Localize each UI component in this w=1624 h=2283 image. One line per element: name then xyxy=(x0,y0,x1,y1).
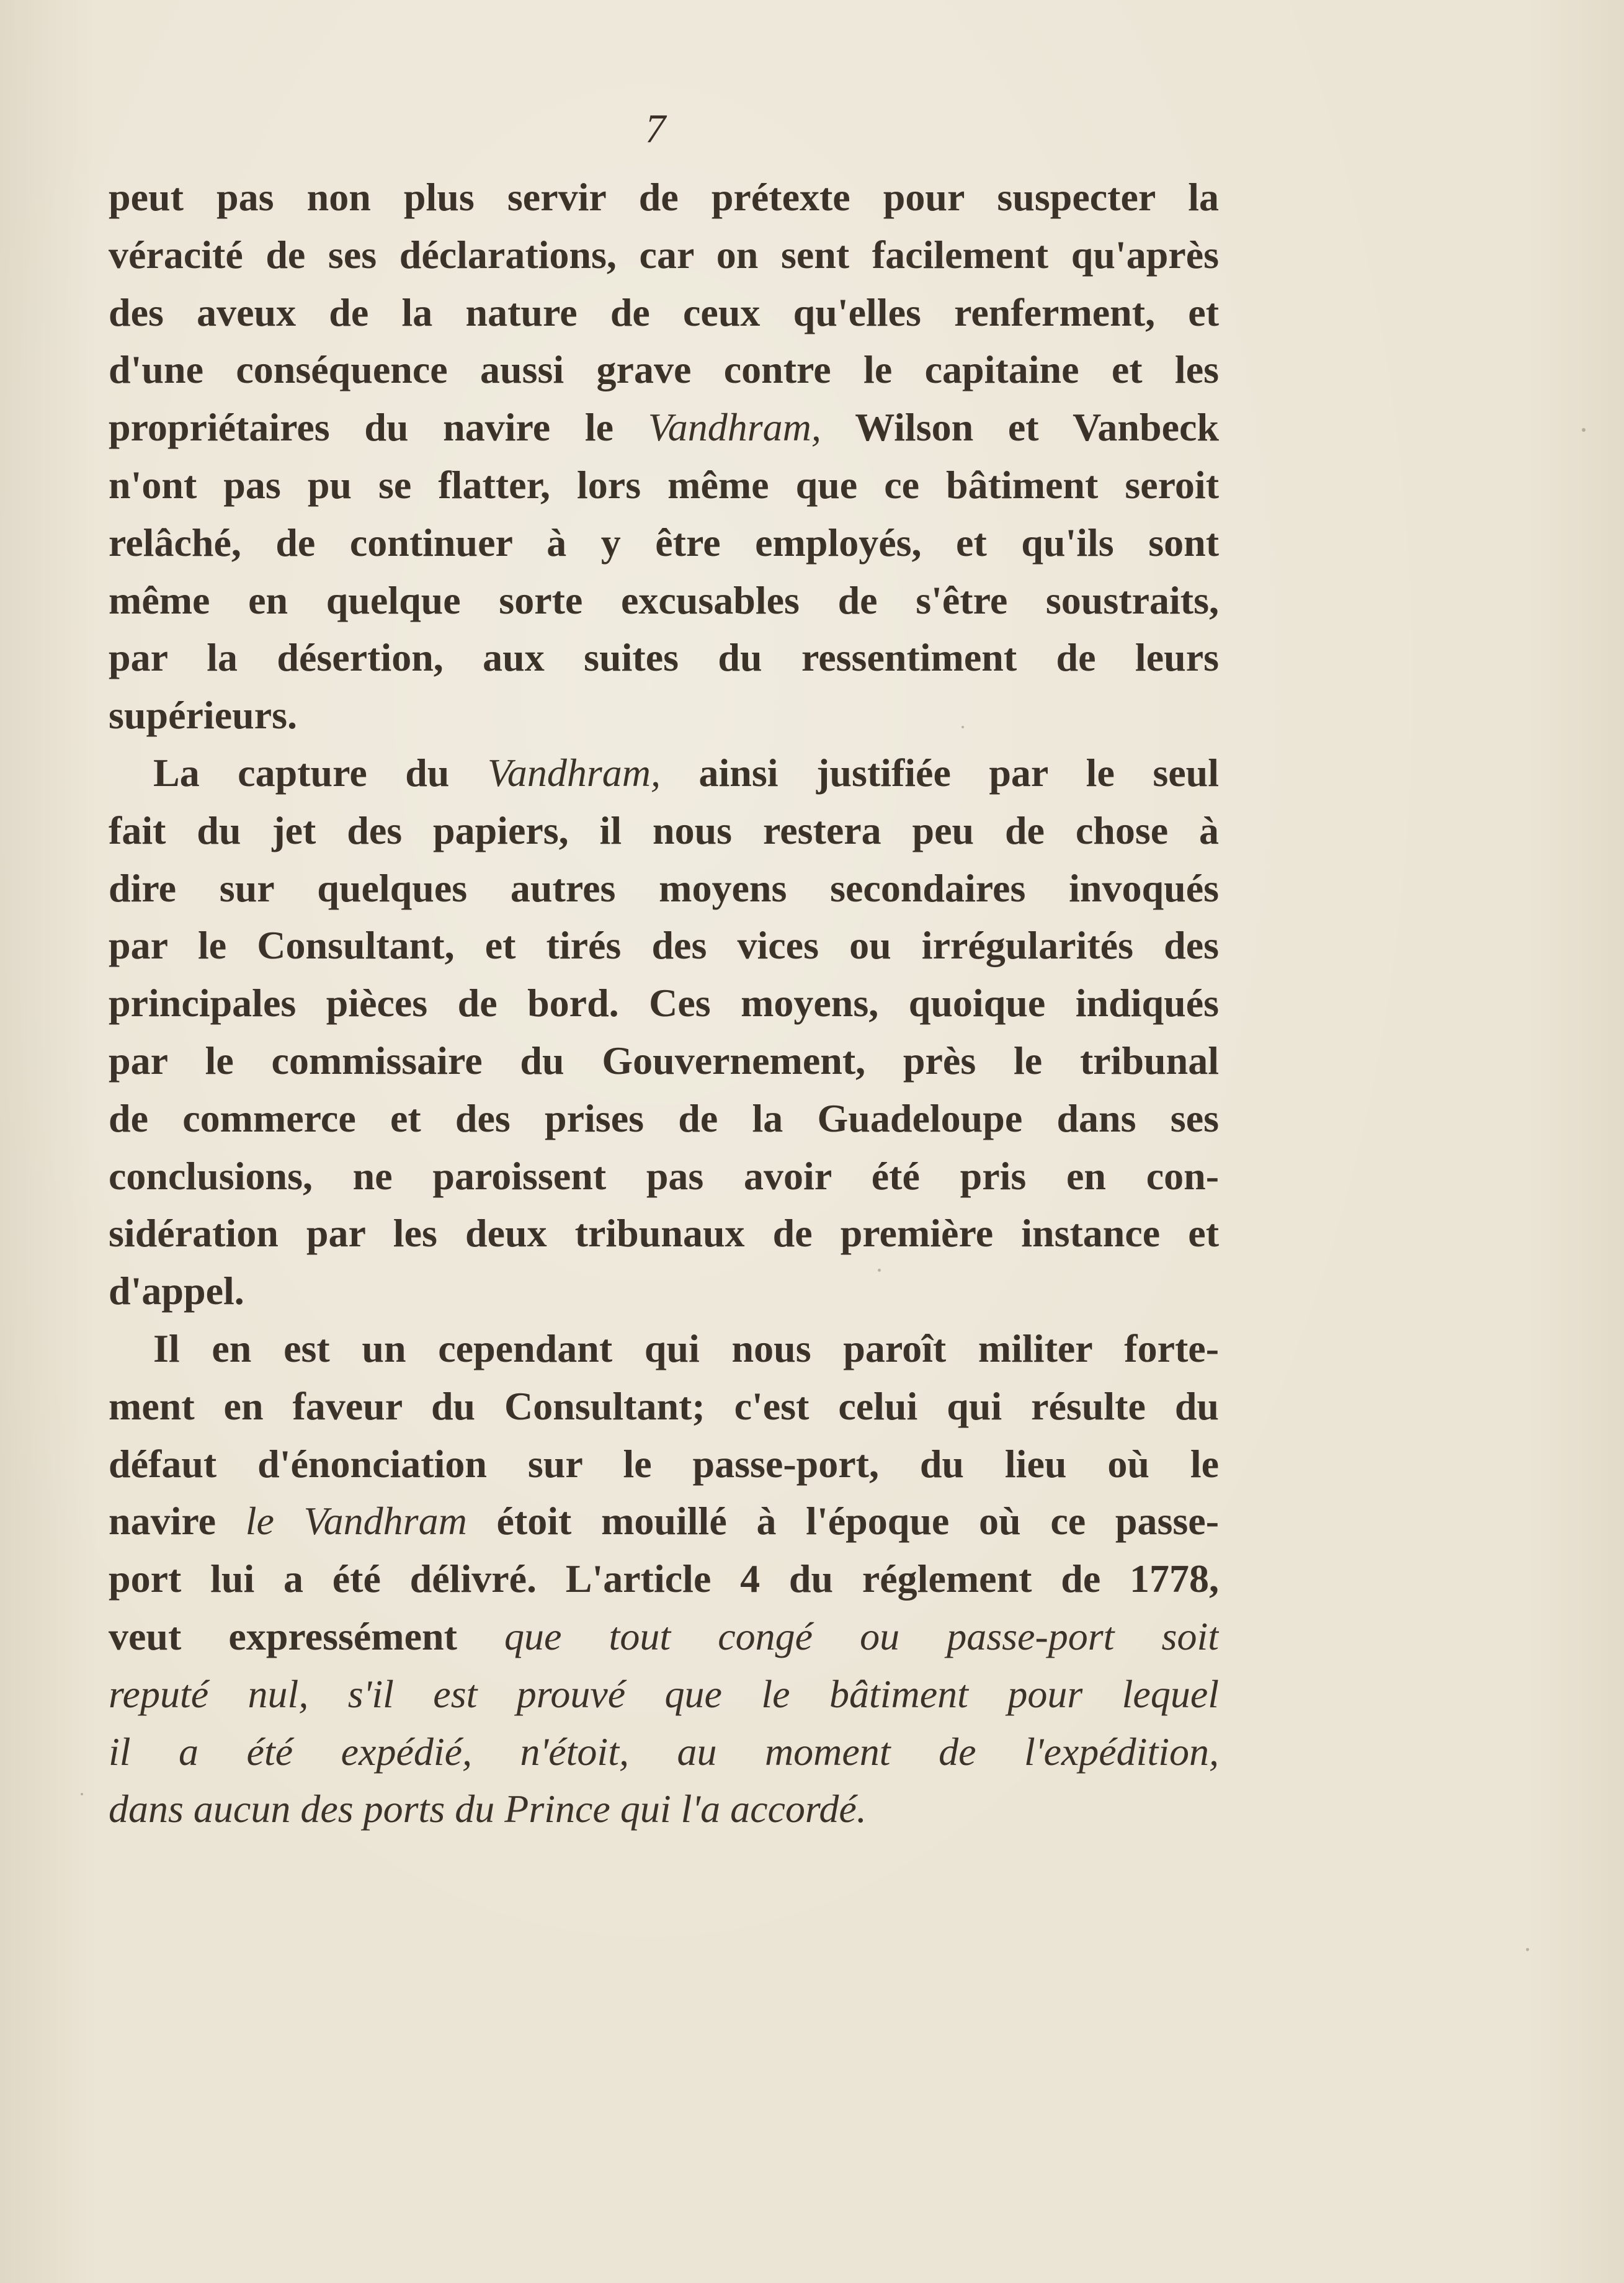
text-line: port lui a été délivré. L'article 4 du réglement de 1778, xyxy=(109,1557,1219,1601)
ship-name-italic: le Vandhram xyxy=(245,1499,467,1544)
text-line: conclusions, ne paroissent pas avoir été pris en con- xyxy=(109,1153,1219,1198)
text-line: dire sur quelques autres moyens secondaires invoqués xyxy=(109,865,1219,910)
text-line: par le commissaire du Gouvernement, près le tribunal xyxy=(109,1038,1219,1083)
text-line: peut pas non plus servir de prétexte pour suspecter la xyxy=(109,175,1219,219)
text-line: même en quelque sorte excusables de s'être soustraits, xyxy=(109,578,1219,622)
text-line: des aveux de la nature de ceux qu'elles renferment, et xyxy=(109,290,1219,334)
text-line: principales pièces de bord. Ces moyens, quoique indiqués xyxy=(109,981,1219,1025)
page-number: 7 xyxy=(645,106,666,151)
text-run: étoit mouillé à l'époque où ce passe- xyxy=(466,1499,1219,1544)
text-line xyxy=(109,1493,1219,1550)
text-run: navire xyxy=(109,1499,246,1544)
text-line: supérieurs. xyxy=(109,693,297,738)
ship-name-italic: Vandhram, xyxy=(487,750,661,795)
quoted-italic: il a été expédié, n'étoit, au moment de l'expédition, xyxy=(109,1729,1219,1774)
text-line: fait du jet des papiers, il nous restera peu de chose à xyxy=(109,808,1219,852)
ship-name-italic: Vandhram, xyxy=(648,405,821,450)
text-line: véracité de ses déclarations, car on sent facilement qu'après xyxy=(109,232,1219,277)
text-line: sidération par les deux tribunaux de première instance et xyxy=(109,1211,1219,1256)
text-line: n'ont pas pu se flatter, lors même que ce bâtiment seroit xyxy=(109,462,1219,507)
text-run: La capture du xyxy=(153,750,488,795)
text-line xyxy=(109,1666,1219,1723)
text-line: par le Consultant, et tirés des vices ou irrégularités des xyxy=(109,923,1219,968)
paper-speck xyxy=(81,1793,83,1795)
text-run: Wilson et Vanbeck xyxy=(821,405,1219,450)
text-line: défaut d'énonciation sur le passe-port, du lieu où le xyxy=(109,1441,1219,1486)
text-line: d'une conséquence aussi grave contre le capitaine et les xyxy=(109,347,1219,392)
paper-speck xyxy=(1582,428,1586,432)
text-line: ment en faveur du Consultant; c'est celui qui résulte du xyxy=(109,1383,1219,1428)
text-run: propriétaires du navire le xyxy=(109,405,648,450)
text-run: ainsi justifiée par le seul xyxy=(661,750,1219,795)
quoted-italic: dans aucun des ports du Prince qui l'a accordé. xyxy=(109,1787,867,1831)
body-text xyxy=(109,169,1219,1838)
quoted-italic: que tout congé ou passe-port soit xyxy=(504,1614,1219,1658)
text-line: relâché, de continuer à y être employés, et qu'ils sont xyxy=(109,520,1219,565)
text-line xyxy=(109,1608,1219,1666)
paper-speck xyxy=(961,726,964,728)
text-line: de commerce et des prises de la Guadeloupe dans ses xyxy=(109,1096,1219,1140)
text-line: Il en est un cependant qui nous paroît militer forte- xyxy=(153,1326,1219,1370)
quoted-italic: reputé nul, s'il est prouvé que le bâtiment pour lequel xyxy=(109,1671,1219,1716)
text-line xyxy=(109,399,1219,457)
text-line xyxy=(109,1723,1219,1781)
paper-speck xyxy=(878,1269,881,1272)
text-line: d'appel. xyxy=(109,1269,244,1313)
text-run: veut expressément xyxy=(109,1614,505,1658)
text-line xyxy=(109,1780,1219,1838)
text-line xyxy=(109,744,1219,802)
paper-speck xyxy=(1526,1948,1529,1951)
text-line: par la désertion, aux suites du ressentiment de leurs xyxy=(109,635,1219,680)
